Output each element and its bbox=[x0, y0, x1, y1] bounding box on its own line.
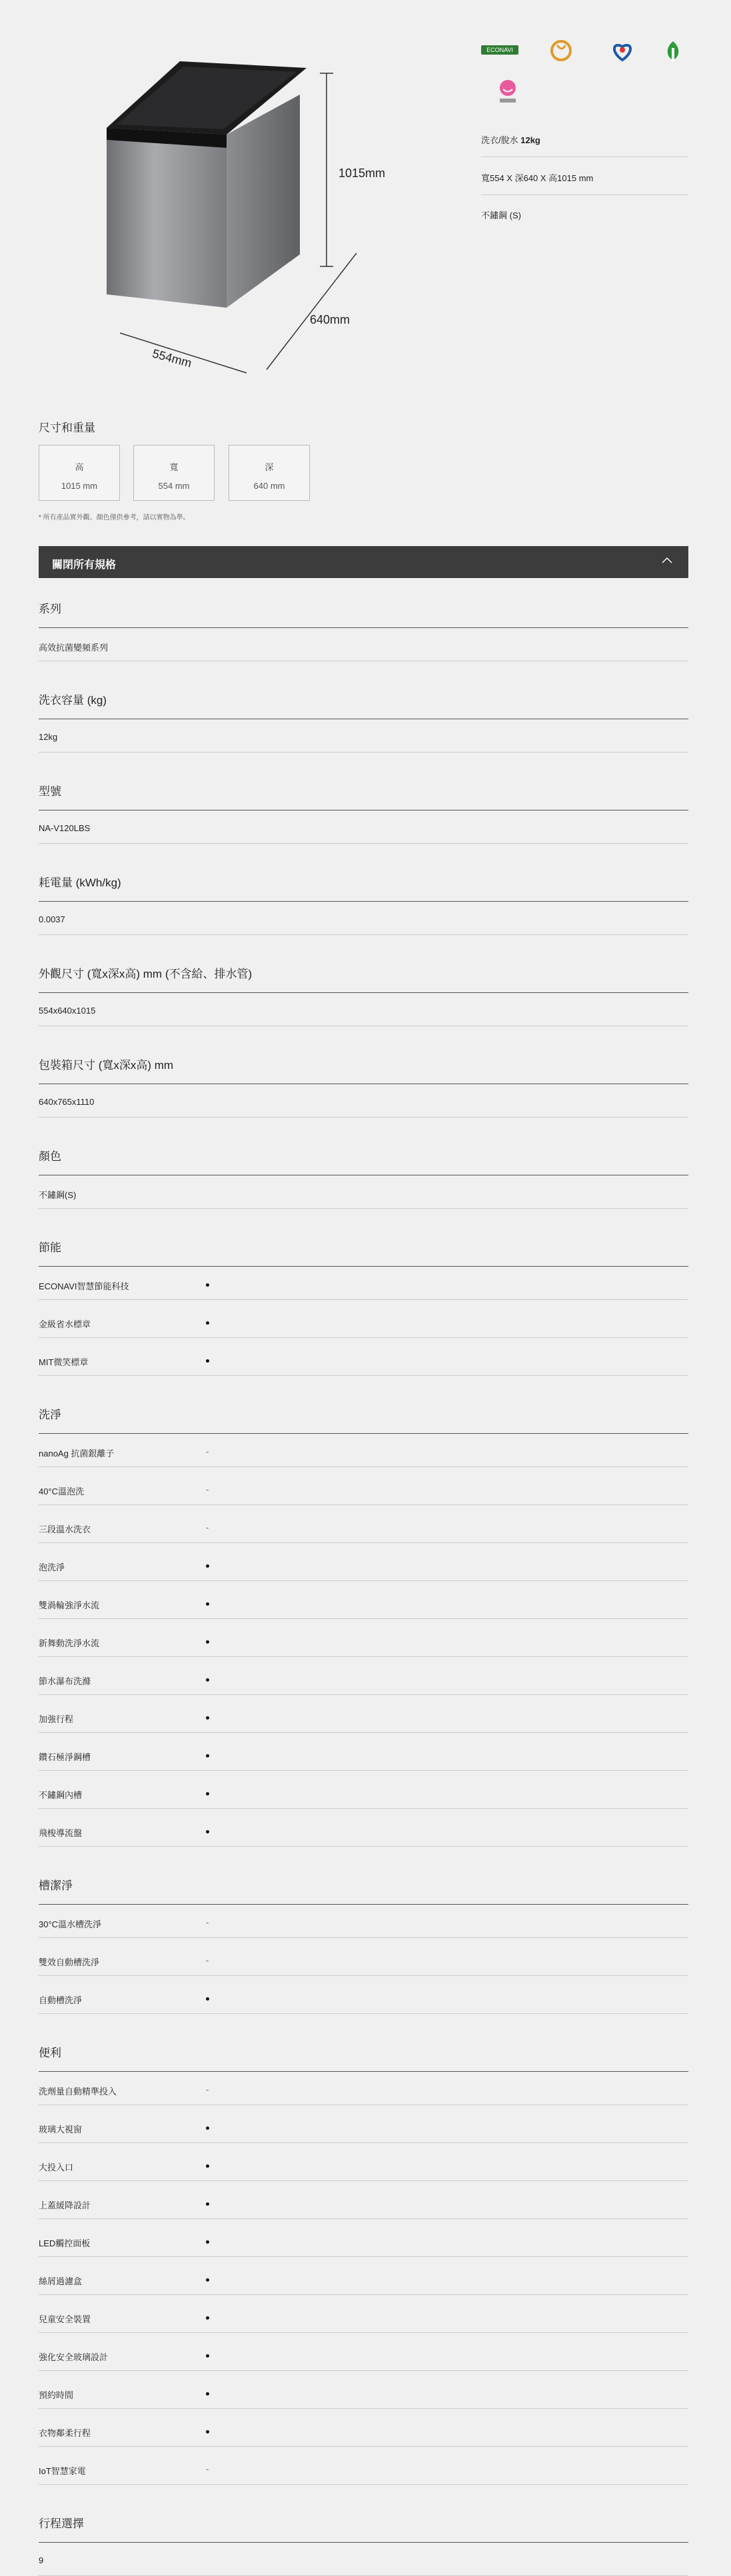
spec-row-label: 洗劑量自動精準投入 bbox=[39, 2087, 117, 2096]
feature-included-dot bbox=[206, 1716, 209, 1720]
spec-row-divider bbox=[39, 1975, 688, 1976]
spec-row-label: MIT微笑標章 bbox=[39, 1357, 89, 1367]
spec-section-title: 洗衣容量 (kg) bbox=[39, 694, 107, 707]
feature-not-included-dash: - bbox=[206, 1917, 209, 1927]
spec-row-label: 9 bbox=[39, 2555, 44, 2565]
spec-section-divider bbox=[39, 627, 688, 628]
feature-not-included-dash: - bbox=[206, 1955, 209, 1965]
spec-row-label: IoT智慧家電 bbox=[39, 2466, 86, 2476]
spec-row-label: 金級省水標章 bbox=[39, 1319, 91, 1329]
spec-section-title: 洗淨 bbox=[39, 1409, 61, 1421]
spec-row-label: 三段溫水洗衣 bbox=[39, 1524, 91, 1534]
spec-row-label: 40°C溫泡洗 bbox=[39, 1486, 85, 1496]
feature-not-included-dash: - bbox=[206, 2464, 209, 2474]
height-dimension: 1015mm bbox=[339, 166, 386, 180]
spec-section-title: 便利 bbox=[39, 2047, 61, 2059]
spec-row-divider bbox=[39, 1618, 688, 1619]
feature-included-dot bbox=[206, 1997, 209, 2001]
feature-included-dot bbox=[206, 2202, 209, 2206]
feature-included-dot bbox=[206, 1678, 209, 1682]
spec-row-divider bbox=[39, 1542, 688, 1543]
spec-row-divider bbox=[39, 2294, 688, 2295]
spec-section-divider bbox=[39, 992, 688, 993]
feature-not-included-dash: - bbox=[206, 1447, 209, 1456]
spec-row-divider bbox=[39, 934, 688, 935]
spec-row-label: LED觸控面板 bbox=[39, 2238, 91, 2248]
feature-included-dot bbox=[206, 2278, 209, 2282]
feature-included-dot bbox=[206, 2240, 209, 2244]
spec-row-label: 加強行程 bbox=[39, 1714, 74, 1724]
feature-included-dot bbox=[206, 1754, 209, 1758]
spec-row-label: 12kg bbox=[39, 732, 58, 742]
size-box-width bbox=[133, 445, 215, 501]
spec-row-divider bbox=[39, 1117, 688, 1118]
spec-row-divider bbox=[39, 1656, 688, 1657]
spec-section-title: 系列 bbox=[39, 603, 61, 615]
spec-section-title: 外觀尺寸 (寬x深x高) mm (不含給、排水管) bbox=[39, 968, 253, 980]
spec-row-divider bbox=[39, 1504, 688, 1505]
spec-row-label: 鑽石極淨鋼槽 bbox=[39, 1752, 91, 1762]
spec-row-label: 預約時間 bbox=[39, 2390, 74, 2400]
spec-section-divider bbox=[39, 1266, 688, 1267]
feature-included-dot bbox=[206, 1564, 209, 1568]
spec-row-label: 強化安全玻璃設計 bbox=[39, 2352, 109, 2362]
spec-row-divider bbox=[39, 1375, 688, 1376]
spec-row-label: 兒童安全裝置 bbox=[39, 2314, 91, 2324]
dimension-lines bbox=[120, 67, 400, 386]
spec-row-divider bbox=[39, 1466, 688, 1467]
spec-row-divider bbox=[39, 2104, 688, 2105]
spec-section-title: 顏色 bbox=[39, 1150, 61, 1163]
summary-size: 寬554 X 深640 X 高1015 mm bbox=[481, 171, 688, 195]
feature-not-included-dash: - bbox=[206, 1522, 209, 1532]
spec-row-label: 不鏽鋼內槽 bbox=[39, 1790, 83, 1800]
feature-included-dot bbox=[206, 2164, 209, 2168]
spec-row-label: nanoAg 抗菌銀離子 bbox=[39, 1449, 115, 1458]
spec-row-label: 30°C溫水槽洗淨 bbox=[39, 1919, 102, 1929]
spec-row-divider bbox=[39, 1808, 688, 1809]
spec-section-title: 型號 bbox=[39, 785, 61, 798]
spec-row-divider bbox=[39, 2180, 688, 2181]
collapse-all-label: 關閉所有規格 bbox=[52, 559, 117, 571]
size-box-title: 深 bbox=[265, 462, 274, 472]
feature-included-dot bbox=[206, 1792, 209, 1795]
spec-section-title: 耗電量 (kWh/kg) bbox=[39, 876, 121, 889]
spec-row-divider bbox=[39, 2013, 688, 2014]
mit-smile-mark-icon bbox=[489, 77, 526, 111]
feature-not-included-dash: - bbox=[206, 1484, 209, 1494]
spec-section-divider bbox=[39, 1433, 688, 1434]
feature-included-dot bbox=[206, 1640, 209, 1644]
spec-row-label: 節水瀑布洗滌 bbox=[39, 1676, 91, 1686]
summary-capacity bbox=[481, 133, 688, 157]
spec-row-label: 640x765x1110 bbox=[39, 1097, 95, 1107]
depth-dimension: 640mm bbox=[310, 313, 351, 326]
spec-row-label: 玻璃大視窗 bbox=[39, 2124, 83, 2134]
spec-row-divider bbox=[39, 1208, 688, 1209]
spec-row-divider bbox=[39, 1694, 688, 1695]
feature-not-included-dash: - bbox=[206, 2085, 209, 2094]
spec-row-label: 泡洗淨 bbox=[39, 1562, 65, 1572]
size-box-title: 高 bbox=[75, 462, 84, 472]
spec-row-divider bbox=[39, 2142, 688, 2143]
spec-row-label: 不鏽鋼(S) bbox=[39, 1190, 77, 1200]
spec-section-divider bbox=[39, 901, 688, 902]
spec-row-label: NA-V120LBS bbox=[39, 823, 91, 833]
summary-color: 不鏽鋼 (S) bbox=[481, 210, 521, 220]
spec-row-label: 衣物鄰柔行程 bbox=[39, 2428, 91, 2438]
spec-row-label: 0.0037 bbox=[39, 914, 65, 924]
feature-included-dot bbox=[206, 2354, 209, 2358]
size-box-value: 1015 mm bbox=[61, 481, 98, 491]
water-saving-label-icon bbox=[542, 39, 580, 72]
spec-row-divider bbox=[39, 2332, 688, 2333]
feature-included-dot bbox=[206, 1602, 209, 1606]
feature-included-dot bbox=[206, 2392, 209, 2396]
spec-row-label: 554x640x1015 bbox=[39, 1006, 96, 1016]
spec-row-divider bbox=[39, 2218, 688, 2219]
green-mark-icon bbox=[654, 39, 692, 72]
spec-row-divider bbox=[39, 752, 688, 753]
summary-capacity-value: 12kg bbox=[520, 135, 540, 145]
spec-row-divider bbox=[39, 1732, 688, 1733]
size-note: * 所有產品實外觀、顏色僅供參考，請以實物為準。 bbox=[39, 514, 190, 521]
spec-section-divider bbox=[39, 2071, 688, 2072]
spec-row-label: 大投入口 bbox=[39, 2162, 74, 2172]
spec-section-title: 行程選擇 bbox=[39, 2517, 84, 2530]
spec-row-label: 雙效自動槽洗淨 bbox=[39, 1957, 100, 1967]
spec-row-divider bbox=[39, 2370, 688, 2371]
width-dimension: 554mm bbox=[151, 346, 193, 370]
spec-row-divider bbox=[39, 1846, 688, 1847]
feature-included-dot bbox=[206, 2430, 209, 2433]
feature-included-dot bbox=[206, 2126, 209, 2130]
spec-section-divider bbox=[39, 1904, 688, 1905]
spec-row-label: ECONAVI智慧節能科技 bbox=[39, 1281, 129, 1291]
spec-row-divider bbox=[39, 2256, 688, 2257]
chevron-up-icon bbox=[662, 555, 672, 566]
spec-row-label: 飛梭導流盤 bbox=[39, 1828, 83, 1838]
energy-label-icon bbox=[604, 39, 641, 72]
spec-row-divider bbox=[39, 1299, 688, 1300]
size-box-title: 寬 bbox=[169, 462, 179, 472]
spec-row-divider bbox=[39, 2446, 688, 2447]
spec-row-divider bbox=[39, 2408, 688, 2409]
spec-row-label: 自動槽洗淨 bbox=[39, 1995, 83, 2005]
spec-row-label: 絲屑過濾盒 bbox=[39, 2276, 83, 2286]
spec-row-divider bbox=[39, 2484, 688, 2485]
size-box-value: 640 mm bbox=[253, 481, 285, 491]
size-box-value: 554 mm bbox=[158, 481, 190, 491]
spec-section-title: 包裝箱尺寸 (寬x深x高) mm bbox=[39, 1059, 174, 1072]
spec-section-divider bbox=[39, 2542, 688, 2543]
feature-included-dot bbox=[206, 1283, 209, 1287]
spec-row-label: 新舞動洗淨水流 bbox=[39, 1638, 100, 1648]
spec-row-label: 雙渦輪強淨水流 bbox=[39, 1600, 100, 1610]
spec-row-label: 高效抗菌變頻系列 bbox=[39, 643, 109, 653]
size-box-height bbox=[39, 445, 120, 501]
spec-row-divider bbox=[39, 1337, 688, 1338]
spec-row-divider bbox=[39, 1580, 688, 1581]
spec-row-divider bbox=[39, 1937, 688, 1938]
feature-included-dot bbox=[206, 1830, 209, 1833]
spec-row-divider bbox=[39, 1770, 688, 1771]
spec-row-divider bbox=[39, 843, 688, 844]
spec-row-label: 上蓋緩降設計 bbox=[39, 2200, 91, 2210]
collapse-all-specs-bar[interactable] bbox=[39, 546, 688, 578]
spec-section-title: 槽潔淨 bbox=[39, 1879, 73, 1892]
spec-section-title: 節能 bbox=[39, 1241, 61, 1254]
size-box-depth bbox=[229, 445, 310, 501]
summary-capacity-label: 洗衣/脫水 bbox=[481, 135, 521, 145]
feature-included-dot bbox=[206, 1321, 209, 1325]
size-section-title: 尺寸和重量 bbox=[39, 422, 95, 434]
feature-included-dot bbox=[206, 1359, 209, 1363]
feature-included-dot bbox=[206, 2316, 209, 2320]
econavi-logo-icon: ECONAVI bbox=[481, 39, 518, 72]
